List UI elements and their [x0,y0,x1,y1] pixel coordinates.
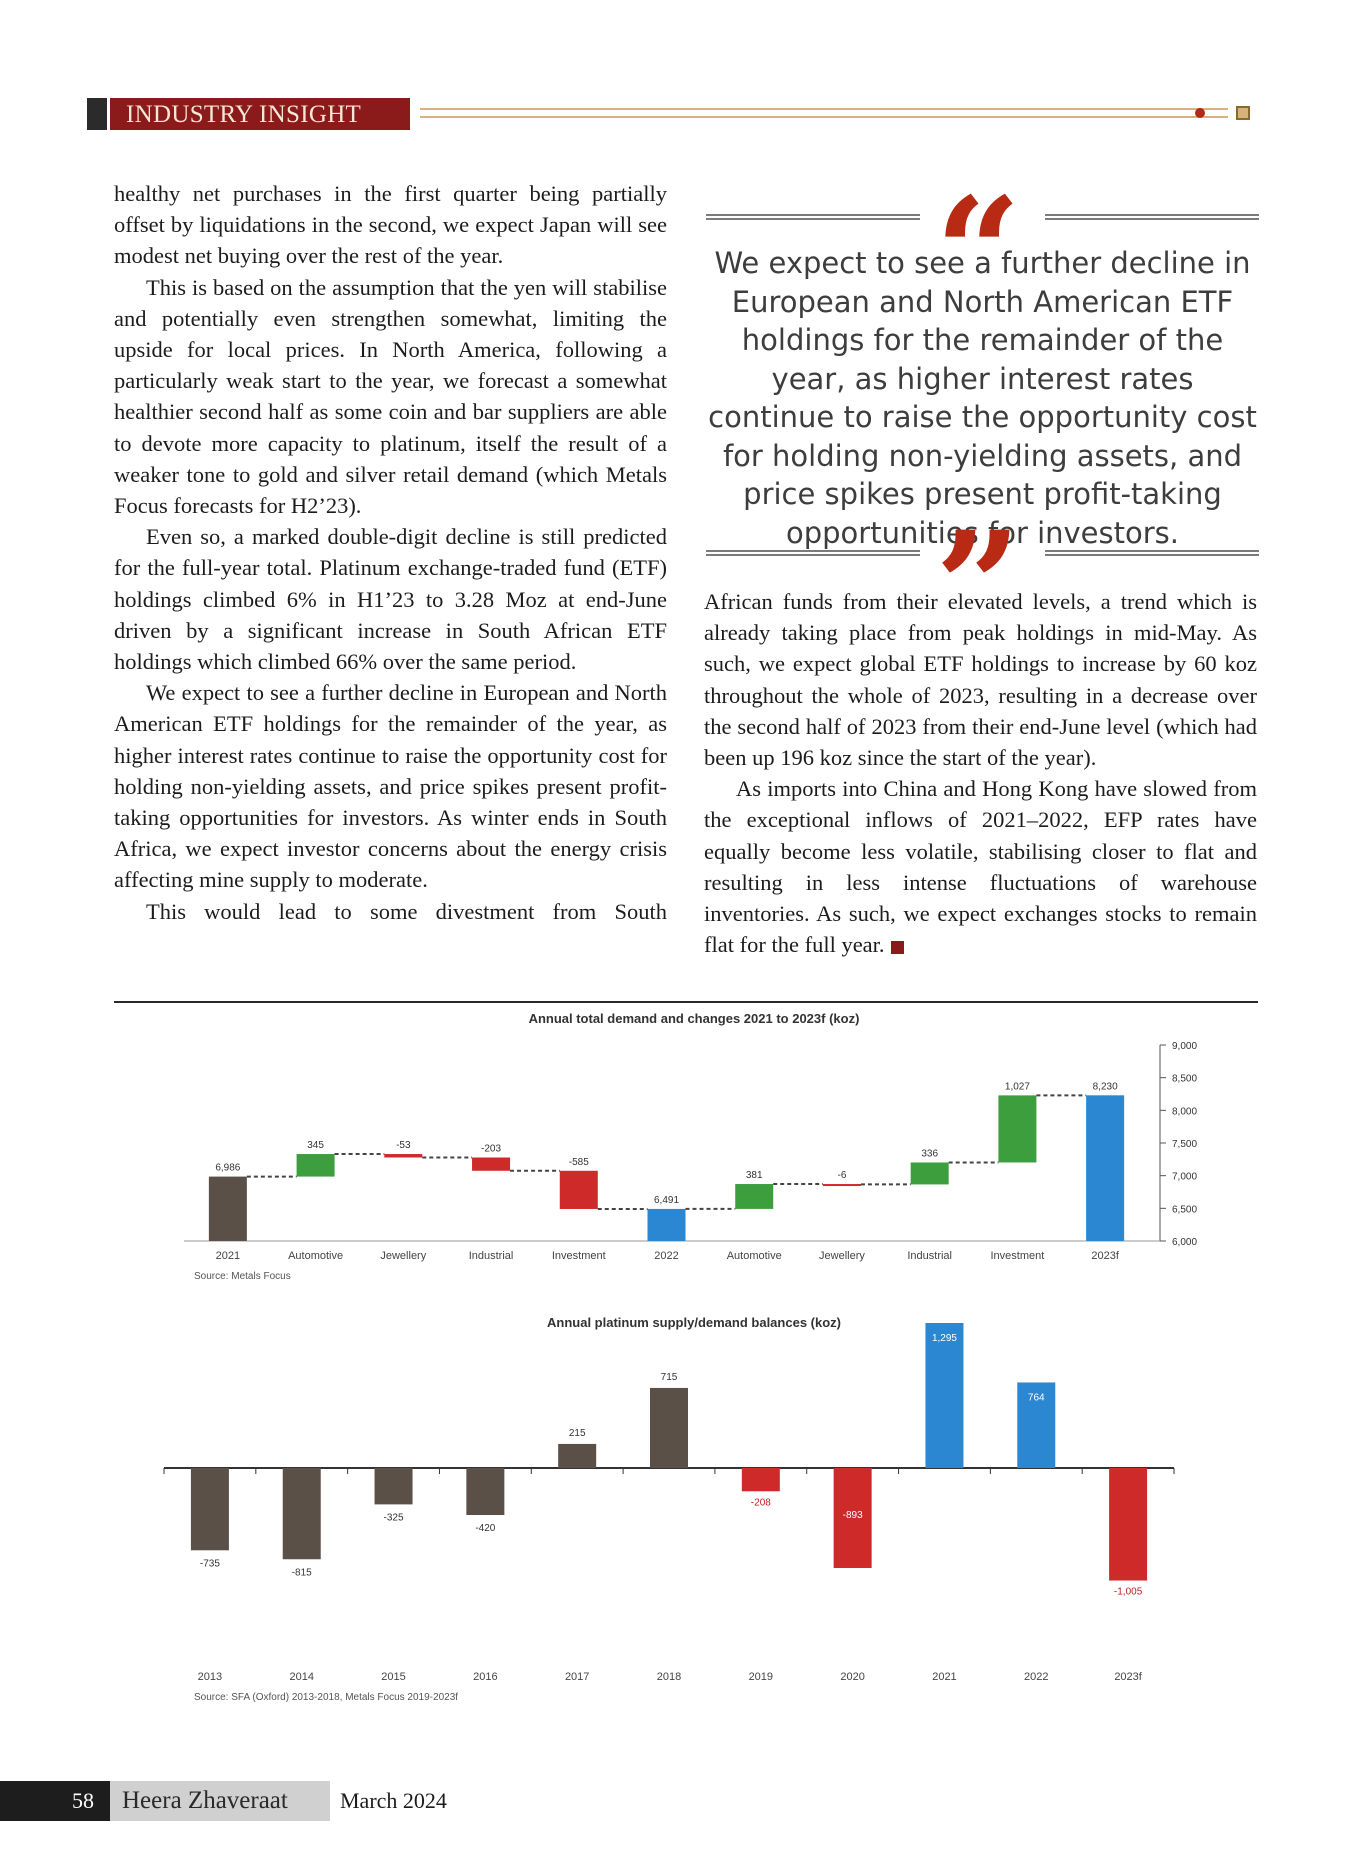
x-tick-label: 2014 [289,1671,314,1683]
end-mark-icon [891,941,904,954]
right-column [704,586,1257,960]
data-label: 715 [660,1371,678,1383]
paragraph: This would lead to some divestment from South [146,898,667,924]
x-tick-label: Jewellery [380,1250,427,1262]
data-label: -585 [568,1156,589,1168]
chart-source: Source: SFA (Oxford) 2013-2018, Metals Focus 2019-2023f [194,1692,459,1703]
y-tick-label: 7,500 [1172,1139,1198,1150]
x-tick-label: 2019 [748,1671,774,1683]
chart-title: Annual platinum supply/demand balances (koz) [547,1315,841,1330]
data-label: -325 [383,1512,404,1524]
chart-bar [283,1468,321,1559]
paragraph [704,773,1257,960]
paragraph: Even so, a marked double-digit decline is still predicted for the full-year total. Platinum exchange-traded fund (ETF) holdings climbed 6% in H1’23 to 3.28 Moz at end-June driven by a significant increase in South African ETF holdings which climbed 66% over the same period. [114,524,667,675]
x-tick-label: 2013 [197,1671,223,1683]
chart-bar [998,1095,1036,1162]
data-label: -893 [842,1509,863,1521]
chart-bar [735,1184,773,1209]
y-tick-label: 8,500 [1172,1073,1198,1085]
paragraph-text: As imports into China and Hong Kong have slowed from the exceptional inflows of 2021–2022, EFP rates have equally become less volatile, stabilising closer to flat and resulting in less intense fluctuations of warehouse inventories. As such, we expect exchanges stocks to remain flat for the full year. [704,776,1257,958]
x-tick-label: 2022 [1024,1671,1049,1683]
chart-bar [650,1388,688,1468]
chart-bar [648,1209,686,1241]
y-tick-label: 6,000 [1172,1237,1198,1248]
chart-bar [209,1177,247,1241]
pull-quote-rule [1045,214,1259,220]
data-label: -1,005 [1113,1586,1143,1598]
data-label: -420 [475,1523,496,1535]
header-ornament-square [1236,106,1250,120]
y-tick-label: 6,500 [1172,1204,1198,1216]
pull-quote-rule [706,214,920,220]
x-tick-label: 2021 [215,1250,241,1262]
chart-bar [191,1468,229,1550]
supply-demand-balance-chart [114,1308,1258,1708]
x-tick-label: 2017 [564,1671,590,1683]
paragraph: This is based on the assumption that the yen will stabilise and potentially even strengthen somewhat, limiting the upside for local prices. In North America, following a particularly weak start to the year, we forecast a somewhat healthier second half as some coin and bar suppliers are able to devote more capacity to platinum, itself the result of a weaker tone to gold and silver retail demand (which Metals Focus forecasts for H2’23). [114,274,667,519]
chart-title: Annual total demand and changes 2021 to 2023f (koz) [528,1011,860,1026]
data-label: 215 [568,1427,586,1439]
chart-bar [925,1323,963,1468]
x-tick-label: 2022 [654,1250,679,1262]
page-number: 58 [72,1788,94,1813]
data-label: -53 [396,1140,411,1152]
x-tick-label: 2020 [840,1671,865,1683]
x-tick-label: 2016 [473,1671,498,1683]
paragraph: African funds from their elevated levels, a trend which is already taking place from peak holdings in mid-May. As such, we expect global ETF holdings to increase by 60 koz throughout the whole of 2023, resulting in a decrease over the second half of 2023 from their end-June level (which had been up 196 koz since the start of the year). [704,589,1257,771]
chart-bar [911,1162,949,1184]
data-label: -208 [750,1497,771,1509]
chart-bar [558,1444,596,1468]
section-label: INDUSTRY INSIGHT [110,98,410,130]
issue-date: March 2024 [340,1788,447,1813]
data-label: 764 [1027,1392,1045,1404]
data-label: 6,986 [215,1162,241,1174]
paragraph: healthy net purchases in the first quarter being partially offset by liquidations in the second, we expect Japan will see modest net buying over the rest of the year. [114,181,667,269]
header-ornament-rule [420,108,1228,118]
data-label: 8,230 [1092,1081,1118,1093]
x-tick-label: 2023f [1114,1671,1142,1683]
chart-bar [466,1468,504,1515]
chart-bar [560,1171,598,1209]
x-tick-label: Automotive [726,1250,782,1262]
data-label: 1,027 [1004,1081,1030,1093]
data-label: -735 [199,1558,220,1570]
chart-bar [742,1468,780,1491]
left-column [114,178,667,927]
demand-waterfall-chart [114,1005,1258,1305]
chart-bar [472,1158,510,1171]
x-tick-label: 2015 [381,1671,406,1683]
pull-quote: We expect to see a further decline in European and North American ETF holdings for the remainder of the year, as higher interest rates continue to raise the opportunity cost for holding non-yielding assets, and price spikes present profit-taking opportunities for investors. [708,246,1257,550]
y-tick-label: 7,000 [1172,1171,1198,1183]
data-label: 1,295 [931,1333,957,1344]
chart-bar [1086,1095,1124,1241]
x-tick-label: Investment [551,1250,606,1262]
chart-bar [1109,1468,1147,1581]
paragraph: We expect to see a further decline in European and North American ETF holdings for the remainder of the year, as higher interest rates continue to raise the opportunity cost for holding non-yielding assets, and price spikes present profit-taking opportunities for investors. As winter ends in South Africa, we expect investor concerns about the energy crisis affecting mine supply to moderate. [114,680,667,893]
chart-bar [823,1184,861,1186]
chart-bar [384,1154,422,1157]
close-quote-mark: ” [935,499,1022,675]
x-tick-label: 2021 [932,1671,957,1683]
data-label: 336 [921,1148,939,1160]
data-label: -6 [837,1170,847,1182]
data-label: 345 [307,1140,324,1152]
x-tick-label: Industrial [907,1250,953,1262]
header-block [87,98,107,130]
chart-bar [375,1468,413,1504]
magazine-name: Heera Zhaveraat [110,1781,330,1821]
data-label: 6,491 [653,1194,680,1206]
header-ornament-dot [1195,108,1205,118]
y-tick-label: 9,000 [1172,1041,1198,1052]
chart-source: Source: Metals Focus [194,1271,291,1282]
data-label: 381 [745,1170,763,1182]
y-tick-label: 8,000 [1172,1106,1198,1118]
x-tick-label: 2018 [656,1671,682,1683]
x-tick-label: Industrial [468,1250,514,1262]
section-divider [114,1001,1258,1003]
x-tick-label: 2023f [1091,1250,1119,1262]
chart-bar [297,1154,335,1177]
pull-quote-rule [706,550,920,556]
x-tick-label: Investment [990,1250,1045,1262]
pull-quote-rule [1045,550,1259,556]
data-label: -815 [291,1567,312,1579]
x-tick-label: Automotive [288,1250,344,1262]
x-tick-label: Jewellery [819,1250,865,1262]
open-quote-mark: “ [935,165,1022,341]
data-label: -203 [481,1143,502,1155]
